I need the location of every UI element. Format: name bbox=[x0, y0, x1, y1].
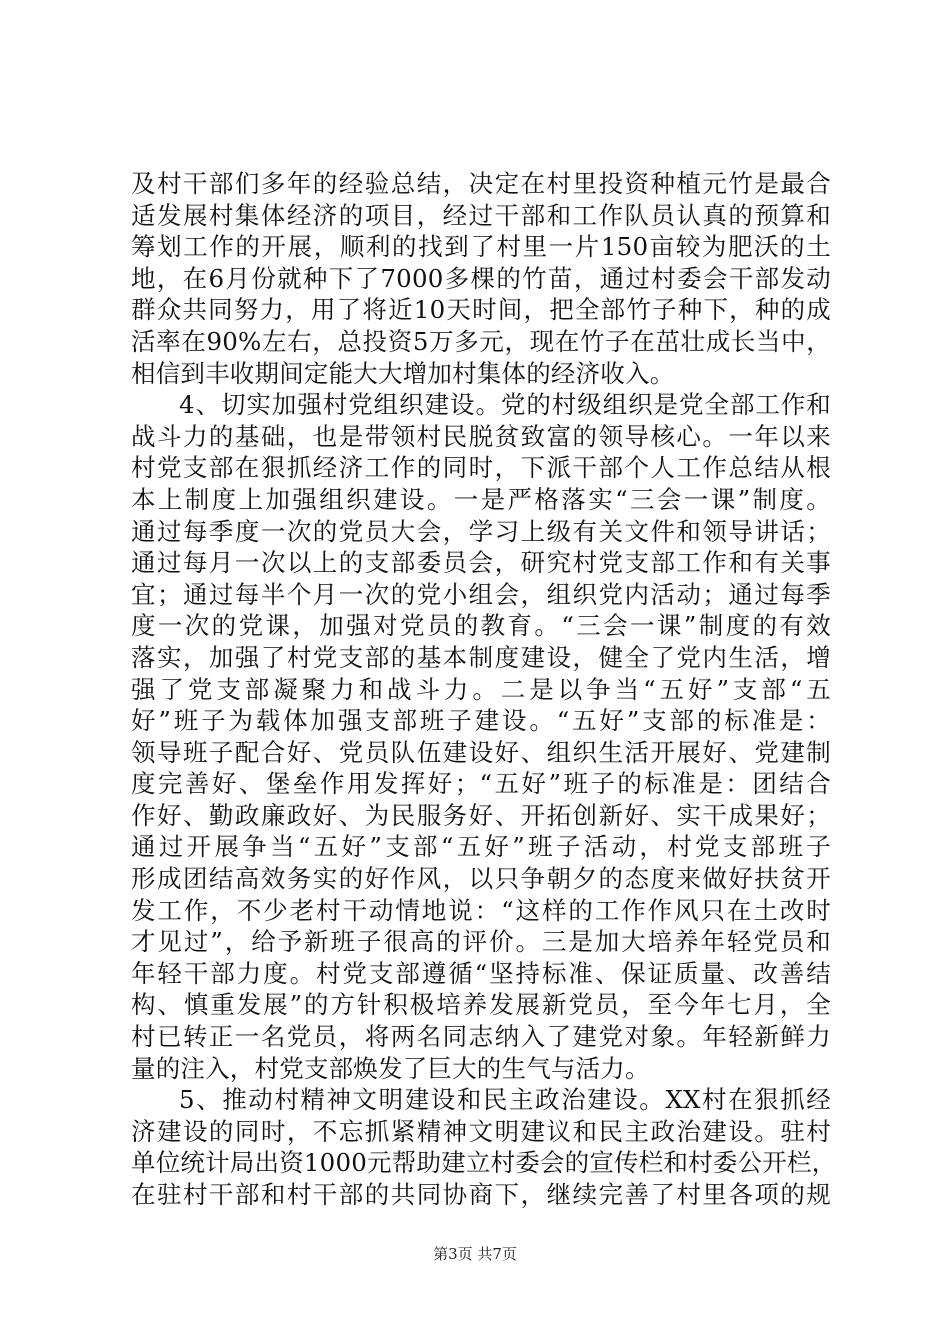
text-line: 度一次的党课，加强对党员的教育。“三会一课”制度的有效 bbox=[131, 611, 831, 641]
text-line: 通过每月一次以上的支部委员会，研究村党支部工作和有关事 bbox=[131, 548, 831, 578]
document-body bbox=[131, 168, 837, 1211]
text-line: 落实，加强了村党支部的基本制度建设，健全了党内生活，增 bbox=[131, 642, 831, 672]
text-line: 适发展村集体经济的项目，经过干部和工作队员认真的预算和 bbox=[131, 200, 831, 230]
text-line: 村已转正一名党员，将两名同志纳入了建党对象。年轻新鲜力 bbox=[131, 1022, 831, 1052]
text-line: 及村干部们多年的经验总结，决定在村里投资种植元竹是最合 bbox=[131, 169, 831, 198]
text-line: 发工作，不少老村干动情地说：“这样的工作作风只在土改时 bbox=[131, 895, 831, 925]
paragraph-start-line: 4、切实加强村党组织建设。党的村级组织是党全部工作和 bbox=[179, 390, 831, 420]
text-line: 单位统计局出资1000元帮助建立村委会的宣传栏和村委公开栏， bbox=[131, 1148, 837, 1178]
text-line: 战斗力的基础，也是带领村民脱贫致富的领导核心。一年以来 bbox=[131, 421, 831, 451]
page-footer bbox=[0, 1243, 950, 1264]
text-line: 量的注入，村党支部焕发了巨大的生气与活力。 bbox=[131, 1053, 650, 1083]
text-line: 强了党支部凝聚力和战斗力。二是以争当“五好”支部“五 bbox=[131, 674, 831, 704]
text-line: 通过开展争当“五好”支部“五好”班子活动，村党支部班子 bbox=[131, 832, 831, 862]
text-line: 群众共同努力，用了将近10天时间，把全部竹子种下，种的成 bbox=[131, 295, 831, 325]
text-line: 通过每季度一次的党员大会，学习上级有关文件和领导讲话； bbox=[131, 516, 831, 546]
text-line: 作好、勤政廉政好、为民服务好、开拓创新好、实干成果好； bbox=[131, 800, 831, 830]
text-line: 领导班子配合好、党员队伍建设好、组织生活开展好、党建制 bbox=[131, 737, 831, 767]
text-line: 才见过”，给予新班子很高的评价。三是加大培养年轻党员和 bbox=[131, 927, 831, 957]
page-number-label: 第3页 共7页 bbox=[433, 1245, 517, 1263]
text-line: 形成团结高效务实的好作风，以只争朝夕的态度来做好扶贫开 bbox=[131, 864, 831, 894]
text-line: 筹划工作的开展，顺利的找到了村里一片150亩较为肥沃的土 bbox=[131, 232, 831, 262]
text-line: 宜；通过每半个月一次的党小组会，组织党内活动；通过每季 bbox=[131, 579, 831, 609]
text-line: 好”班子为载体加强支部班子建设。“五好”支部的标准是： bbox=[131, 706, 831, 736]
text-line: 济建设的同时，不忘抓紧精神文明建议和民主政治建设。驻村 bbox=[131, 1116, 831, 1146]
text-line: 年轻干部力度。村党支部遵循“坚持标准、保证质量、改善结 bbox=[131, 958, 831, 988]
text-line: 相信到丰收期间定能大大增加村集体的经济收入。 bbox=[131, 358, 675, 388]
text-line: 在驻村干部和村干部的共同协商下，继续完善了村里各项的规 bbox=[131, 1180, 831, 1209]
text-line: 度完善好、堡垒作用发挥好；“五好”班子的标准是：团结合 bbox=[131, 769, 831, 799]
text-line: 本上制度上加强组织建设。一是严格落实“三会一课”制度。 bbox=[131, 484, 831, 514]
paragraph-start-line: 5、推动村精神文明建设和民主政治建设。XX村在狠抓经 bbox=[179, 1085, 831, 1115]
text-line: 村党支部在狠抓经济工作的同时，下派干部个人工作总结从根 bbox=[131, 453, 831, 483]
text-line: 活率在90%左右，总投资5万多元，现在竹子在茁壮成长当中， bbox=[131, 326, 831, 356]
text-line: 地，在6月份就种下了7000多棵的竹苗，通过村委会干部发动 bbox=[131, 263, 831, 293]
text-line: 构、慎重发展”的方针积极培养发展新党员，至今年七月，全 bbox=[131, 990, 831, 1020]
